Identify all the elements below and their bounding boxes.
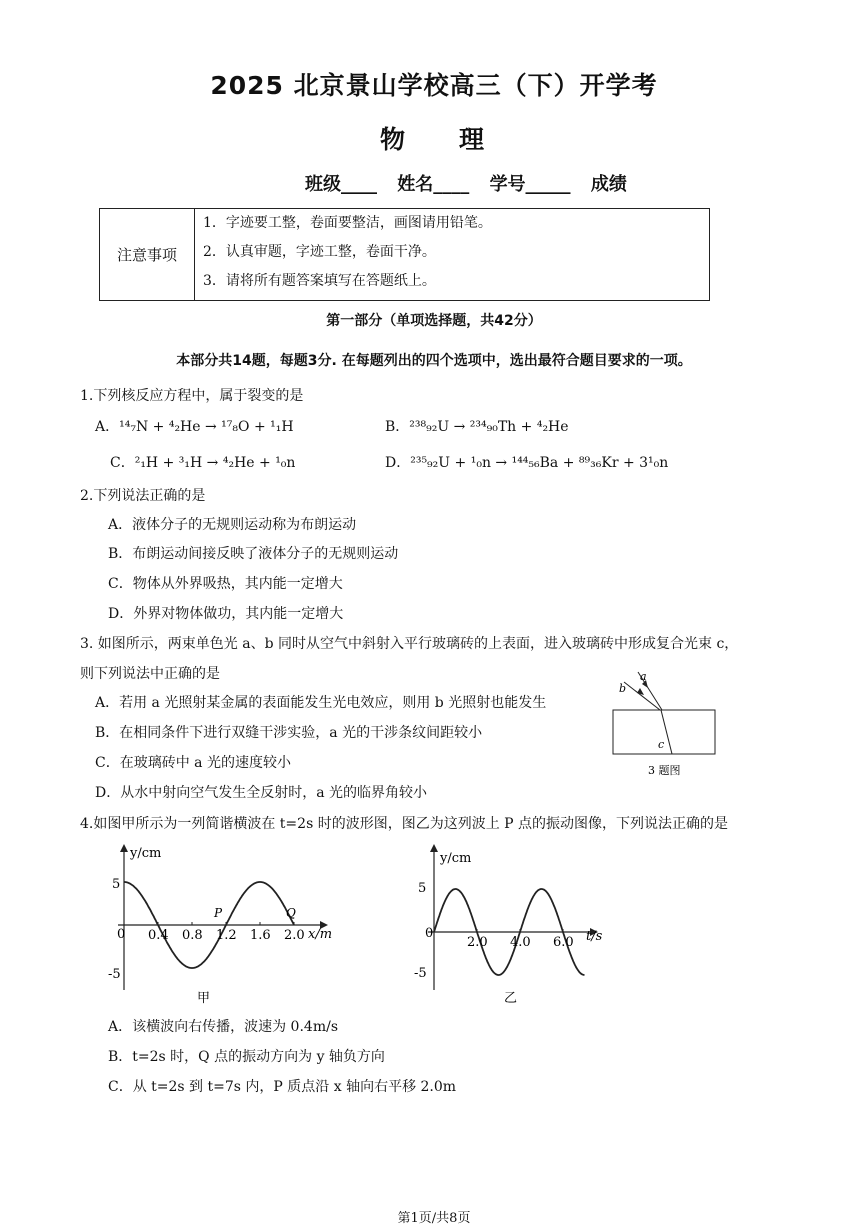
q2-option-d: D．外界对物体做功，其内能一定增大 [108,606,344,622]
q2-stem: 2.下列说法正确的是 [80,488,206,504]
ylabel: y/cm [130,846,162,861]
q1-option-d: D．²³⁵₉₂U + ¹₀n → ¹⁴⁴₅₆Ba + ⁸⁹₃₆Kr + 3¹₀n [385,455,669,471]
q4-stem: 4.如图甲所示为一列简谐横波在 t=2s 时的波形图，图乙为这列波上 P 点的振动图像，下列说法正确的是 [80,816,729,832]
q4-option-a: A．该横波向右传播，波速为 0.4m/s [108,1019,339,1035]
section-instruction: 本部分共14题，每题3分. 在每题列出的四个选项中，选出最符合题目要求的一项。 [176,353,692,369]
q2-option-a: A．液体分子的无规则运动称为布朗运动 [108,517,357,533]
q2-option-c: C．物体从外界吸热，其内能一定增大 [108,576,343,592]
q4-option-b: B．t=2s 时，Q 点的振动方向为 y 轴负方向 [108,1049,385,1065]
q3-stem-line2: 则下列说法中正确的是 [80,666,220,682]
q3-option-c: C．在玻璃砖中 a 光的速度较小 [95,755,291,771]
point-p-label: P [214,906,223,920]
ylabel: y/cm [440,851,472,866]
ray-arrow-icon [637,688,644,695]
label-c: c [658,738,665,751]
q1-option-c: C．²₁H + ³₁H → ⁴₂He + ¹₀n [110,455,296,471]
label-a: a [640,670,647,683]
xtick-label: 2.0 [467,935,488,950]
wave-graph-jia [100,840,350,1010]
xtick-label: 2.0 [284,928,305,943]
y-axis-arrow-icon [120,844,128,852]
q1-stem: 1.下列核反应方程中，属于裂变的是 [80,388,304,404]
q4-option-c: C．从 t=2s 到 t=7s 内，P 质点沿 x 轴向右平移 2.0m [108,1079,457,1095]
xtick-label: 1.2 [216,928,237,943]
q3-stem-line1: 3. 如图所示，两束单色光 a、b 同时从空气中斜射入平行玻璃砖的上表面，进入玻璃砖中形成复合光束 c， [80,636,739,652]
section-title: 第一部分（单项选择题，共42分） [326,313,542,329]
q3-option-a: A．若用 a 光照射某金属的表面能发生光电效应，则用 b 光照射也能发生 [95,695,547,711]
notice-item: 2．认真审题，字迹工整，卷面干净。 [203,244,436,260]
ytick-neg5: -5 [108,967,121,982]
figure-caption-jia: 甲 [197,991,211,1006]
xtick-label: 0.4 [148,928,169,943]
origin-label: 0 [425,926,434,941]
q3-option-b: B．在相同条件下进行双缝干涉实验，a 光的干涉条纹间距较小 [95,725,483,741]
subject-title: 物理 [379,125,538,154]
q3-figure [600,668,730,783]
y-axis-arrow-icon [430,844,438,852]
notice-item: 3．请将所有题答案填写在答题纸上。 [203,273,436,289]
q3-option-d: D．从水中射向空气发生全反射时，a 光的临界角较小 [95,785,428,801]
class-label: 班级____ [305,174,377,195]
point-q-label: Q [286,906,296,920]
figure-caption-yi: 乙 [504,991,518,1006]
xtick-label: 4.0 [510,935,531,950]
id-label: 学号_____ [489,174,571,195]
xtick-label: 6.0 [553,935,574,950]
vibration-graph-yi [410,840,610,1010]
notice-table [99,208,710,301]
origin-label: 0 [117,927,126,942]
label-b: b [619,682,627,695]
ytick-neg5: -5 [414,966,427,981]
xlabel: t/s [586,929,603,944]
notice-items [195,209,710,301]
exam-title: 2025 北京景山学校高三（下）开学考 [210,71,658,100]
name-label: 姓名____ [397,174,470,195]
ytick-5: 5 [418,881,427,896]
q2-option-b: B．布朗运动间接反映了液体分子的无规则运动 [108,546,399,562]
xtick-label: 1.6 [250,928,271,943]
notice-label: 注意事项 [100,209,195,301]
page-footer: 第1页/共8页 [397,1211,471,1226]
notice-item: 1．字迹要工整，卷面要整洁，画图请用铅笔。 [203,215,492,231]
score-label: 成绩 [590,174,627,195]
q1-option-a: A．¹⁴₇N + ⁴₂He → ¹⁷₈O + ¹₁H [95,419,294,435]
ytick-5: 5 [112,877,121,892]
ray-b [624,682,660,710]
xlabel: x/m [308,927,333,942]
xtick-label: 0.8 [182,928,203,943]
q1-option-b: B．²³⁸₉₂U → ²³⁴₉₀Th + ⁴₂He [385,419,569,435]
q3-figure-caption: 3 题图 [648,764,681,777]
student-info-line [305,170,641,196]
